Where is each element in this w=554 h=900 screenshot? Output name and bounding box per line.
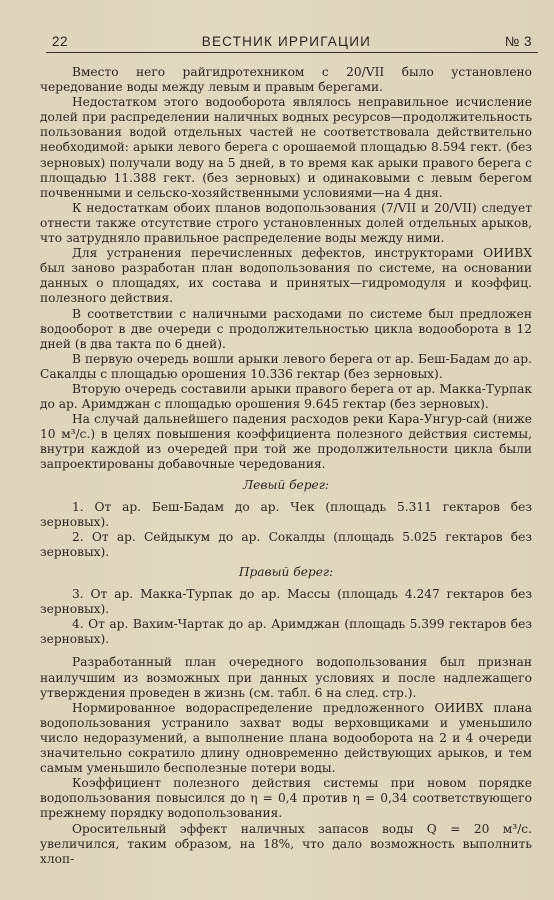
paragraph: В первую очередь вошли арыки левого берега от ар. Беш-Бадам до ар. Сакалды с площадью орошения 10.336 гектар (без зерновых).: [40, 351, 532, 381]
paragraph: Вторую очередь составили арыки правого берега от ар. Макка-Турпак до ар. Аримджан с площадью орошения 9.645 гектар (без зерновых).: [40, 381, 532, 412]
left-bank-heading: Левый берег:: [242, 477, 330, 492]
article-body: [40, 65, 532, 867]
paragraph: Вместо него райгидротехником с 20/VII было установлено чередование воды между левым и правым берегами.: [40, 65, 532, 95]
list-item: 2. От ар. Сейдыкум до ар. Сокалды (площадь 5.025 гектаров без зерновых).: [40, 529, 532, 559]
paragraph: Для устранения перечисленных дефектов, инструкторами ОИИВХ был заново разработан план водопользования по системе, на основании данных о площадях, их состава и принятых—гидромодуля и коэффиц. полезного действия.: [40, 246, 532, 306]
issue-number: № 3: [504, 34, 532, 49]
list-item: 3. От ар. Макка-Турпак до ар. Массы (площадь 4.247 гектаров без зерновых).: [40, 587, 532, 617]
paragraph: Нормированное водораспределение предложенного ОИИВХ плана водопользования устранило захват воды верховщиками и уменьшило число недоразумений, а выполнение плана водооборота на 2 и 4 очереди значительно сократило длину одновременно действующих арыков, и тем самым уменьшило бесполезные потери воды.: [40, 700, 532, 776]
journal-title: ВЕСТНИК ИРРИГАЦИИ: [201, 34, 372, 49]
paragraph: Оросительный эффект наличных запасов воды Q = 20 м³/с. увеличился, таким образом, на 18%, что дало возможность выполнить хлоп-: [40, 821, 532, 866]
list-item: 1. От ар. Беш-Бадам до ар. Чек (площадь 5.311 гектаров без зерновых).: [40, 499, 532, 529]
paragraph: Коэффициент полезного действия системы при новом порядке водопользования повысился до η = 0,4 против η = 0,34 соответствующего прежнему порядку водопользования.: [40, 776, 532, 821]
page-number: 22: [52, 34, 69, 49]
paragraph: Разработанный план очередного водопользования был признан наилучшим из возможных при данных условиях и после надлежащего утверждения проведен в жизнь (см. табл. 6 на след. стр.).: [40, 655, 532, 700]
right-bank-heading: Правый берег:: [238, 565, 334, 579]
page-header: [46, 34, 538, 53]
paragraph: На случай дальнейшего падения расходов реки Кара-Унгур-сай (ниже 10 м³/с.) в целях повышения коэффициента полезного действия системы, внутри каждой из очередей при той же продолжительности цикла были запроектированы добавочные чередования.: [40, 412, 532, 472]
paragraph: К недостаткам обоих планов водопользования (7/VII и 20/VII) следует отнести также отсутствие строго установленных долей отдельных арыков, что затрудняло правильное распределение воды между ними.: [40, 200, 532, 246]
list-item: 4. От ар. Вахим-Чартак до ар. Аримджан (площадь 5.399 гектаров без зерновых).: [40, 617, 532, 647]
paragraph: Недостатком этого водооборота являлось неправильное исчисление долей при распределении наличных водных ресурсов—продолжительность пользования водой отдельных частей не соответствовала действительно необходимой: арыки левого берега с орошаемой площадью 8.594 гект. (без зерновых) получали воду на 5 дней, в то время как арыки правого берега с площадью 11.388 гект. (без зерновых) и одинаковыми с левым берегом почвенными и сельско-хозяйственными условиями—на 4 дня.: [40, 95, 532, 200]
paragraph: В соответствии с наличными расходами по системе был предложен водооборот в две очереди с продолжительностью цикла водооборота в 12 дней (в два такта по 6 дней).: [40, 306, 532, 351]
